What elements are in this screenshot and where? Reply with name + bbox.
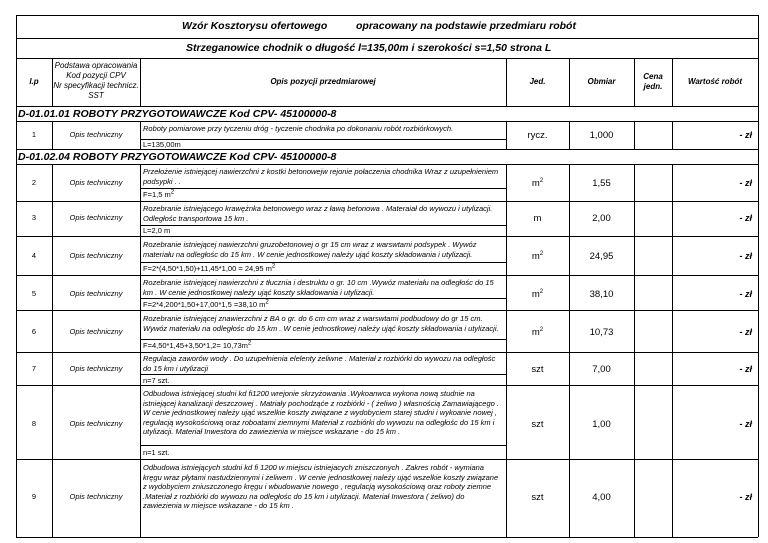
row-unit: rycz. (527, 130, 548, 141)
row-value: - zł (739, 364, 752, 374)
row-calculation-exponent: 2 (247, 340, 252, 347)
row-unit: m (533, 213, 542, 224)
header-basis-line-1: Podstawa opracowania (54, 61, 138, 70)
row-unit (506, 327, 569, 338)
header-basis-line-2: Kod pozycji CPV (66, 71, 126, 80)
header-basis-line-4: SST (88, 91, 104, 100)
row-description: Roboty pomiarowe przy tyczeniu dróg - tyczenie chodnika po dokonaniu robót rozbiórkowych. (143, 124, 454, 133)
row-calculation: n=1 szt. (143, 448, 170, 457)
row-unit-text: m (531, 327, 540, 338)
row-quantity: 38,10 (589, 289, 614, 300)
row-calculation-exponent: 2 (271, 263, 276, 270)
row-basis: Opis techniczny (69, 213, 123, 222)
header-quantity: Obmiar (587, 77, 616, 86)
row-number: 8 (31, 419, 37, 428)
row-calculation: L=2,0 m (143, 226, 171, 235)
row-unit-exponent: 2 (539, 326, 544, 333)
row-number: 9 (31, 492, 37, 501)
row-basis: Opis techniczny (69, 251, 123, 260)
row-quantity: 7,00 (592, 364, 611, 375)
row-quantity: 24,95 (589, 251, 614, 262)
row-basis: Opis techniczny (69, 419, 123, 428)
row-calculation: n=7 szt. (143, 376, 170, 385)
section-heading: D-01.02.04 ROBOTY PRZYGOTOWAWCZE Kod CPV- 45100000-8 (18, 151, 337, 163)
row-basis: Opis techniczny (69, 130, 123, 139)
row-description: Rozebranie istniejącego krawężnka betonowego wraz z ławą betonowa . Materaiał do wywozu i utylizacji. Odległośc transportowa 15 km . (143, 204, 493, 223)
row-value: - zł (739, 130, 752, 140)
row-number: 7 (31, 364, 37, 373)
row-quantity: 2,00 (592, 213, 611, 224)
row-value: - zł (739, 289, 752, 299)
row-unit-exponent: 2 (539, 288, 544, 295)
row-basis: Opis techniczny (69, 492, 123, 501)
row-unit: szt (531, 419, 544, 430)
section-heading: D-01.01.01 ROBOTY PRZYGOTOWAWCZE Kod CPV- 45100000-8 (18, 108, 337, 120)
header-lp: l.p (29, 77, 39, 86)
row-basis: Opis techniczny (69, 364, 123, 373)
row-basis: Opis techniczny (69, 327, 123, 336)
header-value: Wartość robót (687, 77, 743, 86)
header-description: Opis pozycji przedmiarowej (270, 77, 376, 86)
header-price-line-1: Cena (643, 72, 663, 81)
row-calculation: L=135,00m (143, 140, 181, 149)
row-calculation-text: F=1,5 m (143, 190, 171, 199)
row-description: Odbudowa istniejących studni kd fi 1200 w miejscu istniejacych zniszczonych . Zakres robót - wymiana kręgu wraz płytami nastudziennymi i żeliwem . W cenie jednostkowej należy ująć wszelkie koszty związane z wydobyciem zniuszczonego kręgu i wbudowanie nowego , regulacją wysokościową oraz roboty ziemne .Materiał z rozbiórki do wywozu na odległośc do 15 km i utylizacji. Materiał Inwestora ( żeliwo) do zawiezienia w miejsce wskazane - do 15 km . (143, 463, 499, 511)
row-unit-text: m (531, 178, 540, 189)
header-basis (52, 61, 140, 101)
row-number: 4 (31, 251, 37, 260)
row-unit: szt (531, 492, 544, 503)
row-value: - zł (739, 419, 752, 429)
row-number: 5 (31, 289, 37, 298)
title-part-1: Wzór Kosztorysu ofertowego (182, 20, 328, 32)
row-unit (506, 178, 569, 189)
row-number: 3 (31, 213, 37, 222)
row-quantity: 10,73 (589, 327, 614, 338)
row-quantity: 1,000 (589, 130, 614, 141)
row-value: - zł (739, 251, 752, 261)
row-basis: Opis techniczny (69, 289, 123, 298)
row-quantity: 1,55 (592, 178, 611, 189)
row-calculation (143, 190, 174, 199)
row-calculation-exponent: 2 (265, 299, 269, 306)
row-number: 6 (31, 327, 37, 336)
row-quantity: 4,00 (592, 492, 611, 503)
row-value: - zł (739, 178, 752, 188)
row-value: - zł (739, 213, 752, 223)
row-description: Przełożenie istniejącej nawierzchni z kostki betonowejw rejonie połaczenia chodnika Wraz z uzupełnieniem podsypki . . (143, 167, 499, 186)
title-part-2: opracowany na podstawie przedmiaru robót (356, 20, 576, 32)
row-unit-text: m (531, 289, 540, 300)
row-calculation-text: F=2*4,200*1,50+17,00*1,5 =38,10 m (143, 300, 266, 309)
header-price (634, 72, 672, 92)
row-calculation-text: F=4,50*1,45+3,50*1,2= 10,73m (143, 341, 248, 350)
row-calculation (143, 341, 251, 350)
row-description: Rozebranie istniejącej znawierzchni z BA o gr. do 6 cm cm wraz z warswtami podbudowy do gr 15 cm. Wywóz materiału na odległośc do 15 km . W cenie jednostkowej należy ująć koszty składowania i utylizacji. (143, 314, 499, 333)
row-description: Regulacja zaworów wody . Do uzupełnienia elelenty żeliwne . Materiał z rozbiórki do wywozu na odległośc do 15 km i utylizacji (143, 354, 496, 373)
row-unit (506, 251, 569, 262)
row-unit-exponent: 2 (539, 177, 544, 184)
row-number: 2 (31, 178, 37, 187)
row-calculation-exponent: 2 (170, 189, 175, 196)
row-value: - zł (739, 492, 752, 502)
row-basis: Opis techniczny (69, 178, 123, 187)
row-calculation-text: F=2*(4,50*1,50)+11,45*1,00 = 24,95 m (143, 264, 272, 273)
row-description: Odbudowa istniejącej studni kd fi1200 wrejonie skrzyżowania .Wykoanwca wykona nową studnie na istniejącej kanalizacji deszczowej . Matriały pochodząće z rozbiórki - ( żeliwo ) własnością Zamawiającego . W cenie jednostkowej należy ująć wszelkie koszty związane z wydobyciem starej studni i wykoanie nowej , regulacją wysokościową oraz roboatami ziemnymi Materiał z rozbiórki do wywozu na odległośc do 15 km i utylizacji. Materiał Inwestora do zawiezienia w miejsce wskazane - do 15 km . (143, 389, 499, 437)
row-calculation (143, 300, 269, 309)
row-quantity: 1,00 (592, 419, 611, 430)
subtitle: Strzeganowice chodnik o długość l=135,00m i szerokości s=1,50 strona L (186, 42, 552, 54)
row-description: Rozebranie istniejącej nawierzchni gruzobetonowej o gr 15 cm wraz z warswtami podsypek . Wywóz materiału na odległośc do 15 km . W cenie jednostkowej należy ująć koszty składowania i utylizacji. (143, 240, 477, 259)
row-number: 1 (31, 130, 37, 139)
row-value: - zł (739, 327, 752, 337)
row-unit (506, 289, 569, 300)
row-unit: szt (531, 364, 544, 375)
header-unit: Jed. (529, 77, 546, 86)
header-price-line-2: jedn. (643, 82, 663, 91)
row-unit-exponent: 2 (539, 250, 544, 257)
row-calculation (143, 264, 275, 273)
row-description: Rozebranie istniejącej nawierzchni z tłucznia i destruktu o gr. 10 cm .Wywóz materiału na odległośc do 15 km . W cenie jednostkowej należy ująć koszty składowania i utylizacji. (143, 278, 494, 297)
header-basis-line-3: Nr specyfikacji technicz. (53, 81, 139, 90)
row-unit-text: m (531, 251, 540, 262)
